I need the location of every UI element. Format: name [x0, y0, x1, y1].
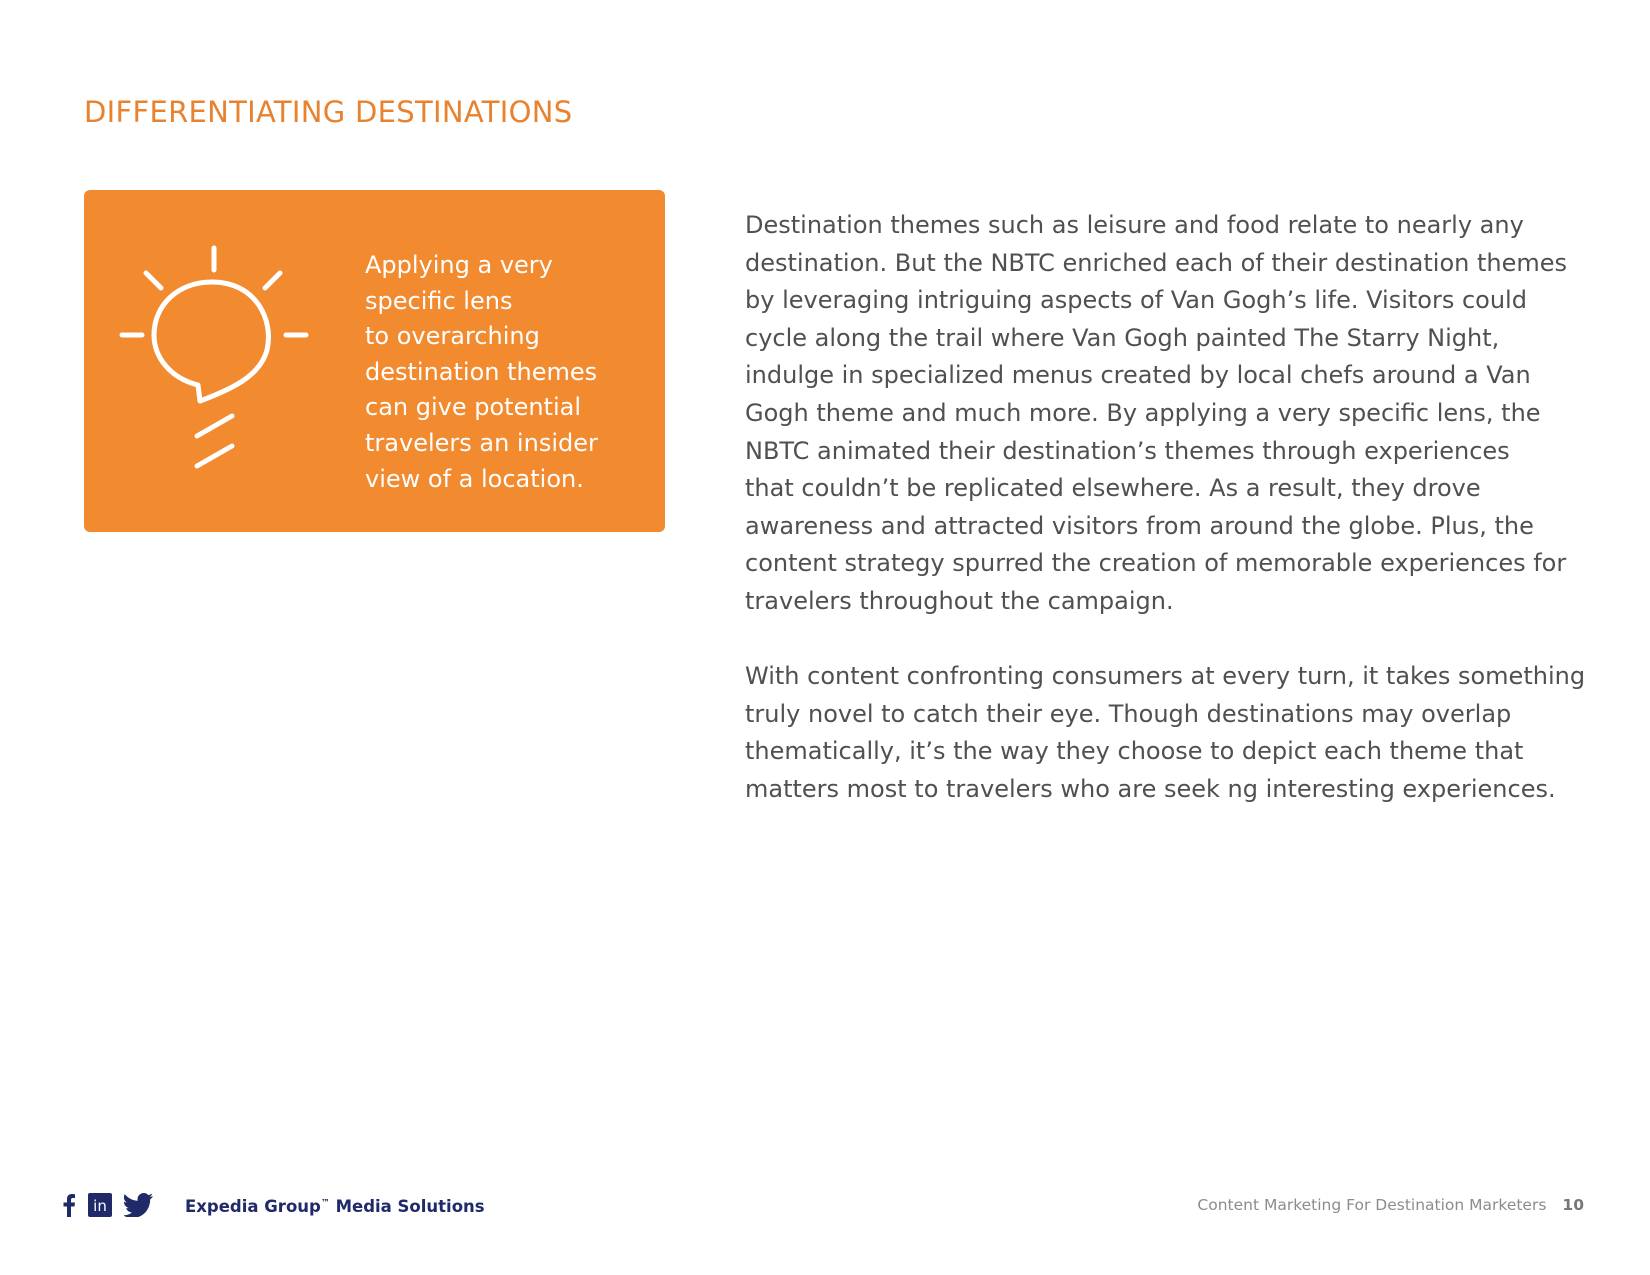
- text-line: Gogh theme and much more. By applying a very specific lens, the: [745, 398, 1541, 427]
- facebook-icon[interactable]: [62, 1193, 76, 1217]
- body-paragraph-1: [745, 207, 1585, 621]
- callout-line: destination themes: [365, 357, 598, 386]
- footer-right: [1197, 1196, 1584, 1214]
- brand-name-text: Expedia Group: [185, 1197, 321, 1216]
- linkedin-icon[interactable]: [88, 1193, 112, 1217]
- text-line: content strategy spurred the creation of memorable experiences for: [745, 549, 1567, 578]
- text-line: indulge in specialized menus created by local chefs around a Van: [745, 361, 1531, 390]
- page-number: 10: [1562, 1196, 1584, 1214]
- callout-text: [365, 248, 655, 497]
- text-line: cycle along the trail where Van Gogh painted The Starry Night,: [745, 323, 1500, 352]
- text-line: that couldn’t be replicated elsewhere. As a result, they drove: [745, 474, 1481, 503]
- brand-name: [185, 1197, 485, 1216]
- twitter-icon[interactable]: [124, 1193, 154, 1217]
- brand-suffix: Media Solutions: [329, 1197, 485, 1216]
- social-links: [62, 1193, 154, 1217]
- callout-box: [84, 190, 665, 532]
- text-line: thematically, it’s the way they choose to depict each theme that: [745, 737, 1524, 766]
- text-line: travelers throughout the campaign.: [745, 586, 1174, 615]
- callout-line: travelers an insider: [365, 428, 598, 457]
- text-line: matters most to travelers who are seek ng interesting experiences.: [745, 774, 1556, 803]
- lightbulb-icon: [116, 245, 316, 485]
- text-line: destination. But the NBTC enriched each of their destination themes: [745, 248, 1568, 277]
- callout-line: view of a location.: [365, 464, 584, 493]
- document-title: Content Marketing For Destination Marketers: [1197, 1196, 1547, 1214]
- callout-line: to overarching: [365, 322, 540, 351]
- linkedin-label: in: [93, 1197, 107, 1215]
- callout-line: specific lens: [365, 286, 513, 315]
- text-line: With content confronting consumers at every turn, it takes something: [745, 662, 1586, 691]
- text-line: truly novel to catch their eye. Though destinations may overlap: [745, 699, 1512, 728]
- text-line: NBTC animated their destination’s themes through experiences: [745, 436, 1510, 465]
- page-title: DIFFERENTIATING DESTINATIONS: [84, 95, 573, 129]
- text-line: awareness and attracted visitors from around the globe. Plus, the: [745, 511, 1534, 540]
- text-line: by leveraging intriguing aspects of Van Gogh’s life. Visitors could: [745, 286, 1527, 315]
- trademark-symbol: ™: [320, 1198, 330, 1209]
- callout-line: can give potential: [365, 393, 581, 422]
- body-text: [745, 207, 1585, 846]
- text-line: Destination themes such as leisure and food relate to nearly any: [745, 211, 1524, 239]
- callout-line: Applying a very: [365, 251, 553, 279]
- body-paragraph-2: [745, 658, 1585, 808]
